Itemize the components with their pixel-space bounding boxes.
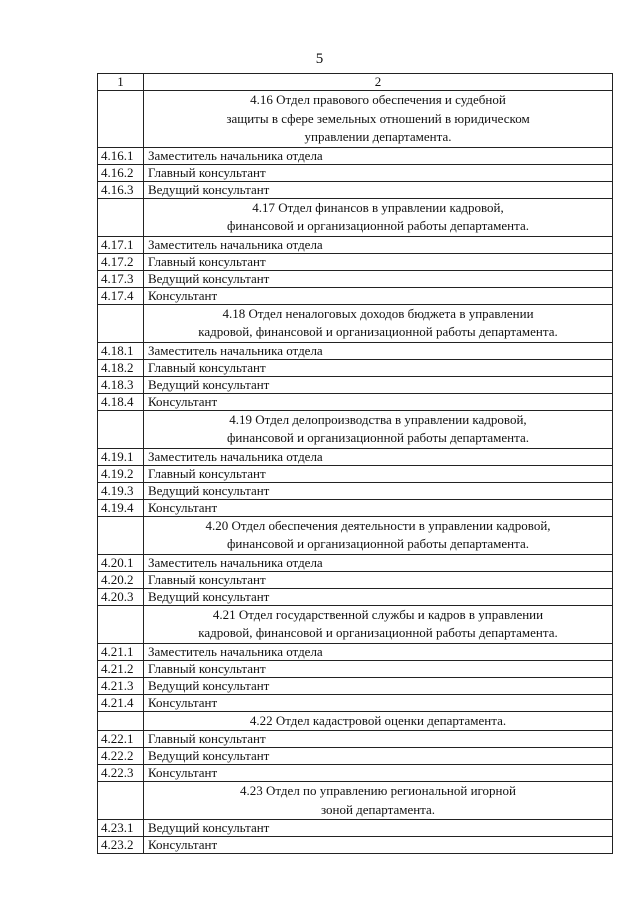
table-row [98, 554, 613, 571]
staff-positions-table [97, 73, 613, 854]
table-row [98, 181, 613, 198]
table-row [98, 588, 613, 605]
position-number: 4.17.1 [98, 236, 144, 253]
section-title [144, 304, 613, 342]
position-number: 4.20.2 [98, 571, 144, 588]
table-row [98, 147, 613, 164]
section-title [144, 198, 613, 236]
column-header-1: 1 [98, 74, 144, 91]
section-title-line: кадровой, финансовой и организационной работы департамента. [198, 625, 558, 640]
position-title: Консультант [144, 499, 613, 516]
section-number-cell [98, 410, 144, 448]
position-title: Главный консультант [144, 359, 613, 376]
table-row [98, 643, 613, 660]
section-title-line: финансовой и организационной работы департамента. [227, 536, 529, 551]
position-title: Консультант [144, 287, 613, 304]
table-row [98, 287, 613, 304]
section-number-cell [98, 711, 144, 731]
position-title: Заместитель начальника отдела [144, 554, 613, 571]
position-title: Главный консультант [144, 465, 613, 482]
position-title: Ведущий консультант [144, 181, 613, 198]
section-row [98, 516, 613, 554]
table-row [98, 270, 613, 287]
position-number: 4.22.1 [98, 731, 144, 748]
table-body [98, 74, 613, 854]
table-row [98, 164, 613, 181]
section-number-cell [98, 782, 144, 820]
page-number: 5 [315, 51, 324, 67]
section-title-line: 4.17 Отдел финансов в управлении кадровой, [252, 199, 504, 215]
position-number: 4.21.4 [98, 694, 144, 711]
position-title: Ведущий консультант [144, 748, 613, 765]
position-number: 4.16.2 [98, 164, 144, 181]
position-number: 4.19.1 [98, 448, 144, 465]
position-title: Заместитель начальника отдела [144, 342, 613, 359]
position-number: 4.18.1 [98, 342, 144, 359]
table-row [98, 359, 613, 376]
table-row [98, 660, 613, 677]
position-title: Ведущий консультант [144, 270, 613, 287]
section-title [144, 410, 613, 448]
section-number-cell [98, 198, 144, 236]
section-row [98, 198, 613, 236]
position-title: Главный консультант [144, 164, 613, 181]
position-number: 4.19.3 [98, 482, 144, 499]
table-row [98, 499, 613, 516]
position-title: Консультант [144, 393, 613, 410]
section-row [98, 304, 613, 342]
position-number: 4.16.3 [98, 181, 144, 198]
position-title: Заместитель начальника отдела [144, 643, 613, 660]
table-row [98, 820, 613, 837]
position-number: 4.17.2 [98, 253, 144, 270]
section-title-line: 4.22 Отдел кадастровой оценки департамента. [249, 712, 507, 728]
section-title [144, 605, 613, 643]
position-number: 4.21.1 [98, 643, 144, 660]
section-title-line: 4.16 Отдел правового обеспечения и судебной [250, 92, 506, 107]
table-row [98, 465, 613, 482]
table-row [98, 236, 613, 253]
section-number-cell [98, 304, 144, 342]
section-row [98, 711, 613, 731]
column-header-2: 2 [144, 74, 613, 91]
table-row [98, 571, 613, 588]
position-title: Ведущий консультант [144, 820, 613, 837]
section-title-line: 4.21 Отдел государственной службы и кадров в управлении [212, 606, 544, 622]
table-row [98, 765, 613, 782]
position-number: 4.22.3 [98, 765, 144, 782]
section-title-line: защиты в сфере земельных отношений в юридическом [226, 110, 530, 126]
position-number: 4.17.3 [98, 270, 144, 287]
section-row [98, 410, 613, 448]
section-title-line: 4.19 Отдел делопроизводства в управлении кадровой, [229, 411, 527, 427]
position-title: Консультант [144, 765, 613, 782]
section-row [98, 605, 613, 643]
table-row [98, 677, 613, 694]
position-number: 4.17.4 [98, 287, 144, 304]
table-row [98, 694, 613, 711]
position-title: Заместитель начальника отдела [144, 236, 613, 253]
section-title-line: 4.18 Отдел неналоговых доходов бюджета в управлении [222, 305, 534, 321]
table-row [98, 376, 613, 393]
position-title: Заместитель начальника отдела [144, 448, 613, 465]
position-title: Ведущий консультант [144, 482, 613, 499]
position-title: Консультант [144, 837, 613, 854]
position-number: 4.19.2 [98, 465, 144, 482]
position-number: 4.21.3 [98, 677, 144, 694]
section-title-line: кадровой, финансовой и организационной работы департамента. [198, 324, 558, 339]
table-row [98, 482, 613, 499]
table-row [98, 448, 613, 465]
section-row [98, 91, 613, 148]
position-title: Главный консультант [144, 253, 613, 270]
position-number: 4.16.1 [98, 147, 144, 164]
position-number: 4.18.2 [98, 359, 144, 376]
position-number: 4.19.4 [98, 499, 144, 516]
section-number-cell [98, 516, 144, 554]
position-number: 4.23.1 [98, 820, 144, 837]
table-row [98, 342, 613, 359]
table-row [98, 748, 613, 765]
position-number: 4.23.2 [98, 837, 144, 854]
position-number: 4.22.2 [98, 748, 144, 765]
position-number: 4.20.1 [98, 554, 144, 571]
table-row [98, 393, 613, 410]
position-title: Главный консультант [144, 571, 613, 588]
section-title-line: финансовой и организационной работы департамента. [227, 430, 529, 445]
table-row [98, 253, 613, 270]
position-title: Ведущий консультант [144, 376, 613, 393]
section-title [144, 711, 613, 731]
section-title-line: управлении департамента. [304, 129, 452, 144]
position-number: 4.18.4 [98, 393, 144, 410]
position-title: Консультант [144, 694, 613, 711]
position-number: 4.20.3 [98, 588, 144, 605]
section-title [144, 516, 613, 554]
section-title-line: финансовой и организационной работы департамента. [227, 218, 529, 233]
position-title: Главный консультант [144, 660, 613, 677]
table-row [98, 837, 613, 854]
position-number: 4.18.3 [98, 376, 144, 393]
section-title [144, 91, 613, 148]
table-header-row [98, 74, 613, 91]
section-number-cell [98, 91, 144, 148]
section-title [144, 782, 613, 820]
position-title: Ведущий консультант [144, 677, 613, 694]
position-number: 4.21.2 [98, 660, 144, 677]
section-number-cell [98, 605, 144, 643]
position-title: Ведущий консультант [144, 588, 613, 605]
position-title: Заместитель начальника отдела [144, 147, 613, 164]
section-title-line: зоной департамента. [320, 801, 436, 817]
position-title: Главный консультант [144, 731, 613, 748]
section-title-line: 4.23 Отдел по управлению региональной игорной [240, 783, 516, 798]
section-row [98, 782, 613, 820]
section-title-line: 4.20 Отдел обеспечения деятельности в управлении кадровой, [205, 517, 551, 533]
table-row [98, 731, 613, 748]
